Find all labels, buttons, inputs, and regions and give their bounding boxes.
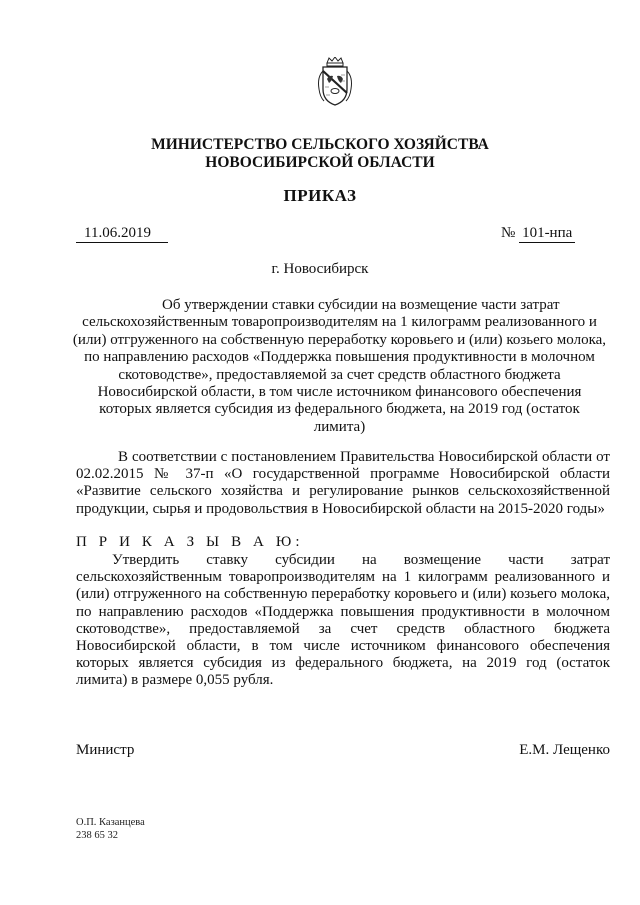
number-sign: № [501,225,516,241]
order-number-value: 101-нпа [519,224,575,243]
order-date-value: 11.06.2019 [84,225,151,241]
ministry-name-line-1: МИНИСТЕРСТВО СЕЛЬСКОГО ХОЗЯЙСТВА [151,136,489,153]
signatory-name: Е.М. Лещенко [519,742,610,758]
preamble-paragraph [76,449,610,518]
order-text: Утвердить ставку субсидии на возмещение части затрат сельскохозяйственным товаропроизводителям на 1 килограмм реализованного и (или) отгруженного на собственную переработку коровьего и (или) козьего молока, по направлению расходов «Поддержка повышения продуктивности в молочном скотоводстве», предоставляемой за счет средств областного бюджета Новосибирской области, в том числе источником финансового обеспечения которых является субсидия из федерального бюджета, на 2019 год (остаток лимита) в размере 0,055 рубля. [76,552,610,689]
coat-of-arms-icon [314,57,356,107]
order-paragraph [76,552,610,690]
order-title-rest: сельскохозяйственным товаропроизводителям на 1 килограмм реализованного и (или) отгруженного на собственную переработку коровьего и (или) козьего молока, по направлению расходов «Поддержка повышения продуктивности в молочном скотоводстве», предоставляемой за счет средств областного бюджета Новосибирской области, в том числе источником финансового обеспечения которых является субсидия из федерального бюджета, на 2019 год (остаток лимита) [72,314,607,435]
preamble-text: В соответствии с постановлением Правительства Новосибирской области от 02.02.2015 № 37-п «О государственной программе Новосибирской области «Развитие сельского хозяйства и регулирование рынков сельскохозяйственной продукции, сырья и продовольствия в Новосибирской области на 2015-2020 годы» [76,449,610,517]
executor-info [76,816,145,842]
order-title [72,297,607,436]
executor-name: О.П. Казанцева [76,817,145,828]
signatory-title: Министр [76,742,135,758]
order-keyword: П Р И К А З Ы В А Ю: [76,534,304,550]
order-number [501,224,575,243]
executor-phone: 238 65 32 [76,830,118,841]
document-type: ПРИКАЗ [283,186,357,205]
order-title-first-line: Об утверждении ставки субсидии на возмещение части затрат [162,297,560,313]
city: г. Новосибирск [271,261,369,277]
order-date [76,224,168,243]
ministry-name-line-2: НОВОСИБИРСКОЙ ОБЛАСТИ [205,154,435,171]
